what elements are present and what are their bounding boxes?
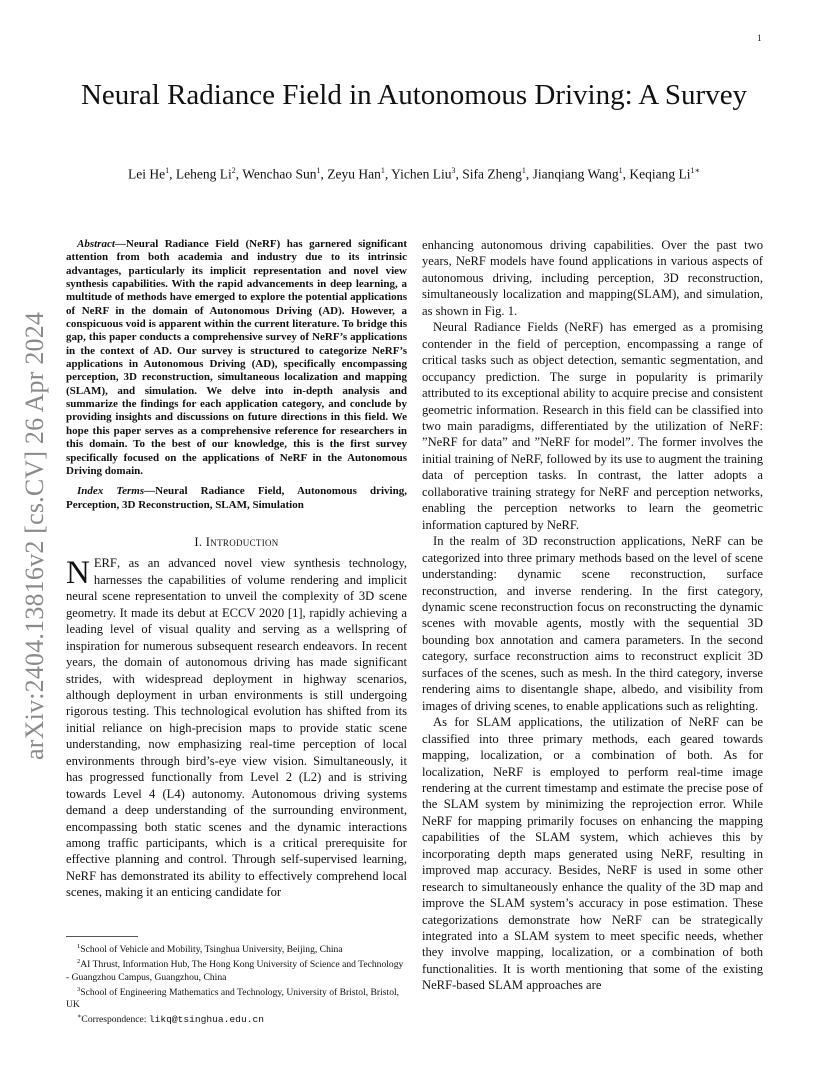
footnote-mark: ∗ [77, 1013, 82, 1021]
footnote-rule [66, 936, 138, 937]
section-heading [66, 534, 407, 550]
footnote-text: AI Thrust, Information Hub, The Hong Kong University of Science and Technology - Guangzhou Campus, Guangzhou, China [66, 959, 404, 983]
author: Jianqiang Wang [532, 166, 619, 182]
section-number: I. [194, 534, 203, 549]
footnotes [66, 936, 407, 1026]
index-terms-label: Index Terms [77, 485, 145, 498]
footnote-text: Correspondence: [81, 1014, 149, 1026]
author-affiliation: 1 [316, 166, 321, 175]
right-column [422, 237, 763, 994]
author-affiliation: 1 [165, 166, 170, 175]
author: Leheng Li [175, 166, 232, 182]
author: Wenchao Sun [242, 166, 317, 182]
footnote-mark: 2 [77, 958, 81, 966]
author-affiliation: 1 [618, 166, 623, 175]
author: Keqiang Li [629, 166, 691, 182]
index-terms: Index Terms—Neural Radiance Field, Autonomous driving, Perception, 3D Reconstruction, SLAM, Simulation [66, 485, 407, 511]
footnote [66, 984, 407, 1011]
intro-paragraph [66, 555, 407, 901]
author: Zeyu Han [327, 166, 381, 182]
author-affiliation: 1 [380, 166, 385, 175]
footnote-mark: 3 [77, 985, 81, 993]
abstract-text: Neural Radiance Field (NeRF) has garnered significant attention from both academia and industry due to its intrinsic advantages, particularly its implicit representation and novel view synthesis capabilities. With the rapid advancements in deep learning, a multitude of methods have emerged to explore the potential applications of NeRF in the domain of Autonomous Driving (AD). However, a conspicuous void is apparent within the current literature. To bridge this gap, this paper conducts a comprehensive survey of NeRF’s applications in the context of AD. Our survey is structured to categorize NeRF’s applications in Autonomous Driving (AD), specifically encompassing perception, 3D reconstruction, simultaneous localization and mapping (SLAM), and simulation. We delve into in-depth analysis and summarize the findings for each application category, and conclude by providing insights and discussions on future directions in this field. We hope this paper serves as a comprehensive reference for researchers in this domain. To the best of our knowledge, this is the first survey specifically focused on the applications of NeRF in the Autonomous Driving domain. [66, 238, 407, 477]
intro-text: , as an advanced novel view synthesis technology, harnesses the capabilities of volume rendering and implicit neural scene representation to unveil the complexity of 3D scene geometry. It made its debut at ECCV 2020 [1], rapidly achieving a leading level of visual quality and serving as a wellspring of inspiration for numerous subsequent research endeavors. In recent years, the domain of autonomous driving has made significant strides, with widespread deployment in highway scenarios, although deployment in urban environments is still undergoing rigorous testing. This technological evolution has shifted from its initial reliance on high-precision maps to provide static scene understanding, now emphasizing real-time perception of local environments through bird’s-eye view vision. Simultaneously, it has progressed functionally from Level 2 (L2) and is striving towards Level 4 (L4) autonomy. Autonomous driving systems demand a deep understanding of the surrounding environment, encompassing both static scenes and the dynamic interactions among traffic participants, which is a critical prerequisite for effective planning and control. Through self-supervised learning, NeRF has demonstrated its ability to effectively comprehend local scenes, making it an enticing candidate for [66, 556, 407, 900]
author: Sifa Zheng [462, 166, 522, 182]
page-number: 1 [757, 33, 762, 43]
author: Lei He [128, 166, 166, 182]
abstract: Abstract—Neural Radiance Field (NeRF) has garnered significant attention from both academia and industry due to its intrinsic advantages, particularly its implicit representation and novel view synthesis capabilities. With the rapid advancements in deep learning, a multitude of methods have emerged to explore the potential applications of NeRF in the domain of Autonomous Driving (AD). However, a conspicuous void is apparent within the current literature. To bridge this gap, this paper conducts a comprehensive survey of NeRF’s applications in the context of AD. Our survey is structured to categorize NeRF’s applications in Autonomous Driving (AD), specifically encompassing perception, 3D reconstruction, simultaneous localization and mapping (SLAM), and simulation. We delve into in-depth analysis and summarize the findings for each application category, and conclude by providing insights and discussions on future directions in this field. We hope this paper serves as a comprehensive reference for researchers in this domain. To the best of our knowledge, this is the first survey specifically focused on the applications of NeRF in the Autonomous Driving domain. [66, 238, 407, 477]
footnote-text: School of Engineering Mathematics and Technology, University of Bristol, Bristol, UK [66, 986, 400, 1010]
footnote [66, 941, 407, 956]
footnote [66, 956, 407, 983]
footnote-text: School of Vehicle and Mobility, Tsinghua University, Beijing, China [80, 944, 343, 956]
author-affiliation: 3 [451, 166, 456, 175]
left-column [66, 238, 407, 901]
paper-title: Neural Radiance Field in Autonomous Driving: A Survey [80, 79, 748, 111]
author-list: Lei He$^1$, Leheng Li$^2$, Wenchao Sun$^1$, Zeyu Han$^1$, Yichen Liu$^3$, Sifa Zheng$^1$, Jianqiang Wang$^1$, Keqiang $Li^{1∗}$ [128, 166, 700, 182]
index-terms-text: Neural Radiance Field, Autonomous driving, Perception, 3D Reconstruction, SLAM, Simulation [66, 485, 407, 511]
author-affiliation: 1∗ [690, 166, 700, 175]
body-paragraph: enhancing autonomous driving capabilities. Over the past two years, NeRF models have found applications in various aspects of autonomous driving, including perception, 3D reconstruction, simultaneously localization and mapping(SLAM), and simulation, as shown in Fig. 1. [422, 238, 763, 318]
correspondence-email[interactable]: likq@tsinghua.edu.cn [148, 1014, 264, 1026]
body-paragraph: In the realm of 3D reconstruction applications, NeRF can be categorized into three primary methods based on the level of scene understanding: dynamic scene reconstruction, surface reconstruction, and inverse rendering. In the first category, dynamic scene reconstruction focus on reconstructing the dynamic scenes with movable agents, mostly with the sequential 3D bounding box annotation and camera parameters. In the second category, surface reconstruction aims to reconstruct explicit 3D surfaces of the scenes, such as mesh. In the third category, inverse rendering aims to disentangle shape, albedo, and visibility from images of driving scenes, to enable applications such as relighting. [422, 534, 763, 713]
body-paragraph: Neural Radiance Fields (NeRF) has emerged as a promising contender in the field of perception, encompassing a range of critical tasks such as object detection, semantic segmentation, and occupancy prediction. The surge in popularity is primarily attributed to its exceptional ability to acquire precise and consistent geometric information. Research in this field can be classified into two main paradigms, differentiated by the utilization of NeRF: ”NeRF for data” and ”NeRF for model”. The former involves the initial training of NeRF, followed by its use to augment the training data of perception tasks. In contrast, the latter adopts a collaborative training strategy for NeRF and perception networks, enabling the perception networks to learn the geometric information captured by NeRF. [422, 320, 763, 532]
footnote [66, 1011, 407, 1026]
intro-first-word: ERF [93, 556, 117, 571]
abstract-label: Abstract [77, 238, 115, 250]
author-affiliation: 1 [521, 166, 526, 175]
author-affiliation: 2 [231, 166, 236, 175]
section-title: Introduction [205, 534, 279, 549]
footnote-mark: 1 [77, 943, 81, 950]
author: Yichen Liu [391, 166, 452, 182]
body-paragraph: As for SLAM applications, the utilization of NeRF can be classified into three primary methods, each geared towards mapping, localization, or a combination of both. As for localization, NeRF is employed to perform real-time image rendering at the current timestamp and estimate the precise pose of the SLAM system by minimizing the reprojection error. While NeRF for mapping primarily focuses on enhancing the mapping capabilities of the SLAM system, which achieves this by incorporating depth maps generated using NeRF, resulting in improved map accuracy. Besides, NeRF is used in some other research to simultaneously enhance the quality of the 3D map and improve the SLAM system’s accuracy in pose estimation. These categorizations demonstrate how NeRF can be strategically integrated into a SLAM system to meet specific needs, whether they involve mapping, localization, or a combination of both functionalities. It is worth mentioning that some of the existing NeRF-based SLAM approaches are [422, 715, 763, 993]
arxiv-identifier: arXiv:2404.13816v2 [cs.CV] 26 Apr 2024 [20, 311, 49, 760]
drop-cap: N [66, 555, 90, 592]
